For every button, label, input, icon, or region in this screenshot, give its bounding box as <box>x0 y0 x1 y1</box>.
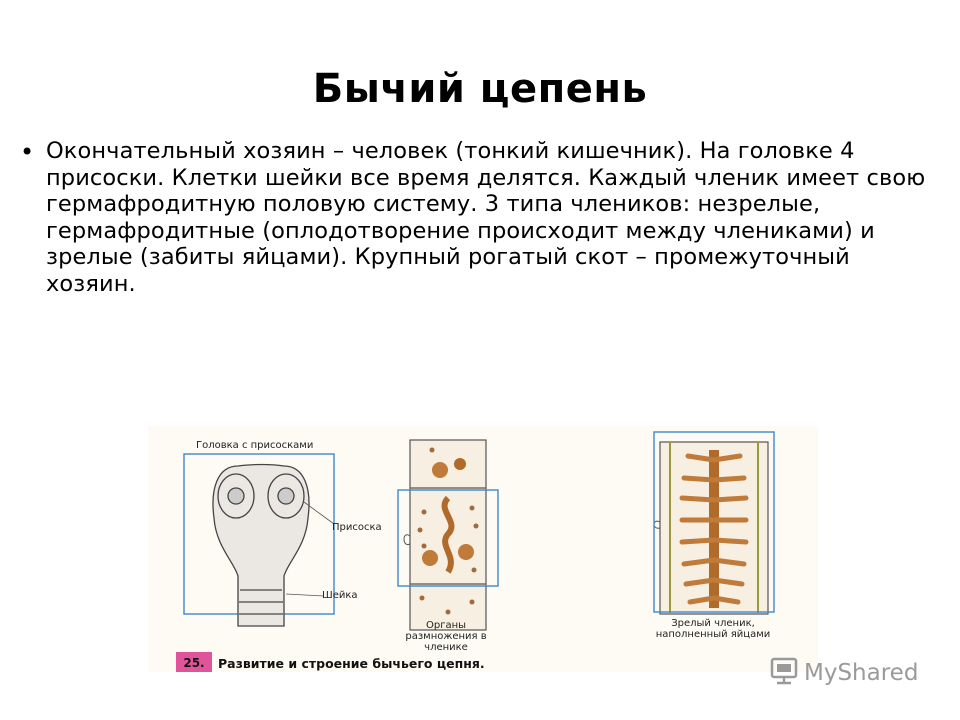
label-mature: Зрелый членик, наполненный яйцами <box>655 618 771 640</box>
watermark-text: MyShared <box>804 660 919 686</box>
mature-proglottid <box>654 442 768 614</box>
watermark <box>770 656 918 690</box>
bullet-marker: • <box>20 138 35 166</box>
neck-pointer <box>286 594 324 596</box>
figure-caption: Развитие и строение бычьего цепня. <box>218 656 485 671</box>
scolex-drawing <box>213 465 309 627</box>
figure-number: 25. <box>176 652 212 672</box>
slide-logo-icon <box>770 657 800 689</box>
bullet-list <box>20 138 945 297</box>
label-sucker: Присоска <box>332 522 382 533</box>
slide-title: Бычий цепень <box>312 66 648 112</box>
tapeworm-figure <box>148 426 818 672</box>
proglottid-segment <box>404 440 486 630</box>
bullet-text: Окончательный хозяин – человек (тонкий кишечник). На головке 4 присоски. Клетки шейки все время делятся. Каждый членик имеет свою гермафродитную половую систему. 3 типа члеников: незрелые, гермафродитные (оплодотворение происходит между члениками) и зрелые (забиты яйцами). Крупный рогатый скот – промежуточный хозяин. <box>46 138 926 297</box>
label-head: Головка с присосками <box>196 440 314 451</box>
label-organs: Органы размножения в членике <box>405 620 487 653</box>
label-neck: Шейка <box>322 590 358 601</box>
